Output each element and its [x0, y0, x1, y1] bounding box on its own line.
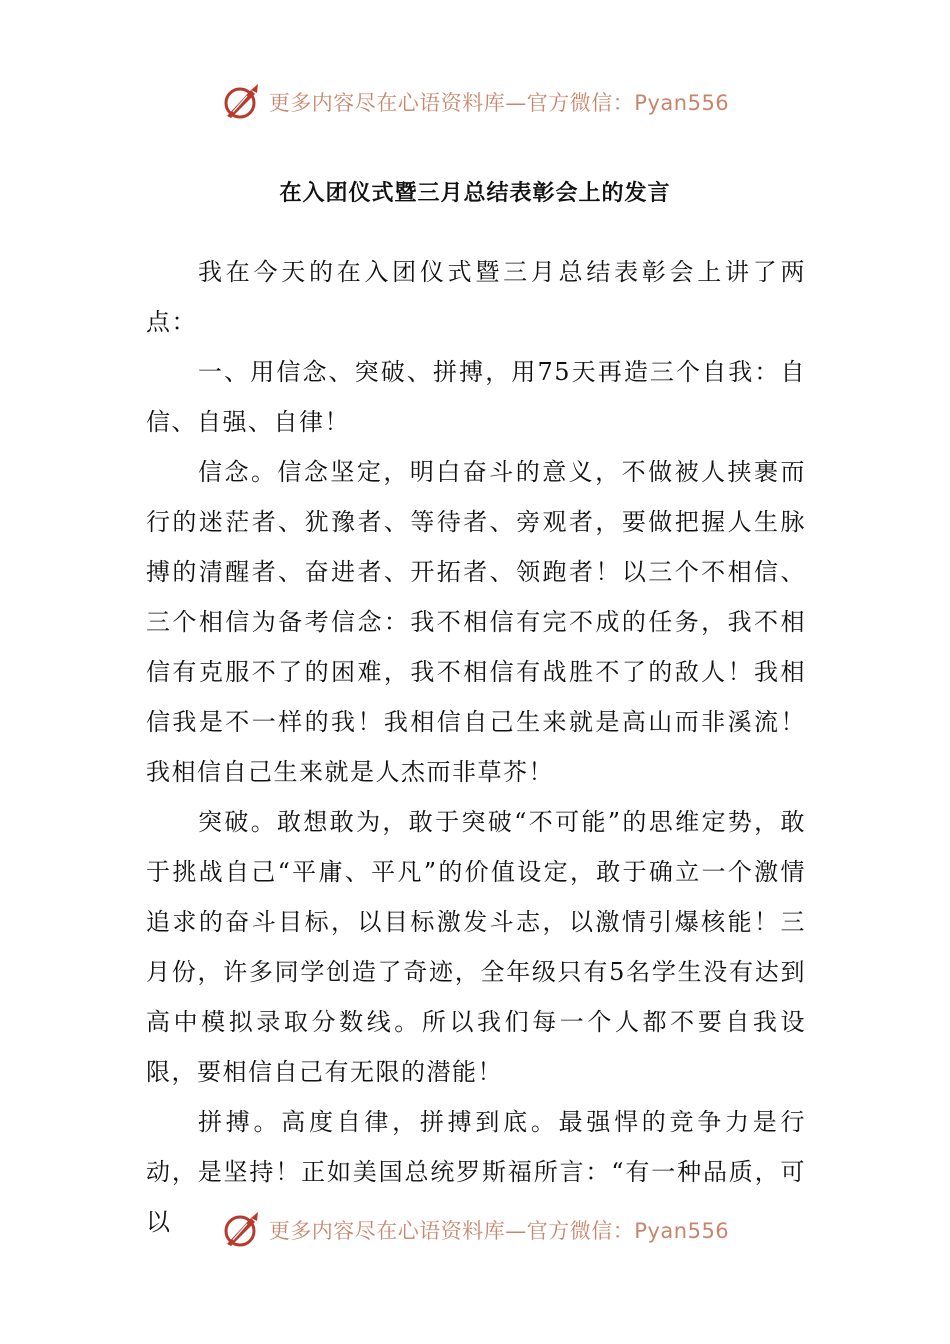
document-body — [146, 247, 806, 1247]
watermark-text: 更多内容尽在心语资料库—官方微信：Pyan556 — [268, 1219, 730, 1243]
paragraph-belief: 信念。信念坚定，明白奋斗的意义，不做被人挟裹而行的迷茫者、犹豫者、等待者、旁观者，要做把握人生脉搏的清醒者、奋进者、开拓者、领跑者！以三个不相信、三个相信为备考信念：我不相信有完不成的任务，我不相信有克服不了的困难，我不相信有战胜不了的敌人！我相信我是不一样的我！我相信自己生来就是高山而非溪流！我相信自己生来就是人杰而非草芥！ — [146, 458, 806, 786]
document-title: 在入团仪式暨三月总结表彰会上的发言 — [279, 181, 671, 206]
quill-pen-logo-icon — [221, 82, 261, 122]
header-watermark-banner — [0, 80, 950, 124]
paragraph-breakthrough: 突破。敢想敢为，敢于突破“不可能”的思维定势，敢于挑战自己“平庸、平凡”的价值设定，敢于确立一个激情追求的奋斗目标，以目标激发斗志，以激情引爆核能！三月份，许多同学创造了奇迹，全年级只有5名学生没有达到高中模拟录取分数线。所以我们每一个人都不要自我设限，要相信自己有无限的潜能！ — [146, 808, 806, 1086]
paragraph-struggle: 拼搏。高度自律，拼搏到底。最强悍的竞争力是行动，是坚持！正如美国总统罗斯福所言：“有一种品质，可以 — [146, 1108, 806, 1236]
watermark-text: 更多内容尽在心语资料库—官方微信：Pyan556 — [268, 91, 730, 115]
footer-watermark-banner — [0, 1208, 950, 1252]
quill-pen-logo-icon — [221, 1210, 261, 1250]
paragraph-point-one: 一、用信念、突破、拼搏，用75天再造三个自我：自信、自强、自律！ — [146, 358, 806, 436]
paragraph-intro: 我在今天的在入团仪式暨三月总结表彰会上讲了两点： — [146, 258, 806, 336]
